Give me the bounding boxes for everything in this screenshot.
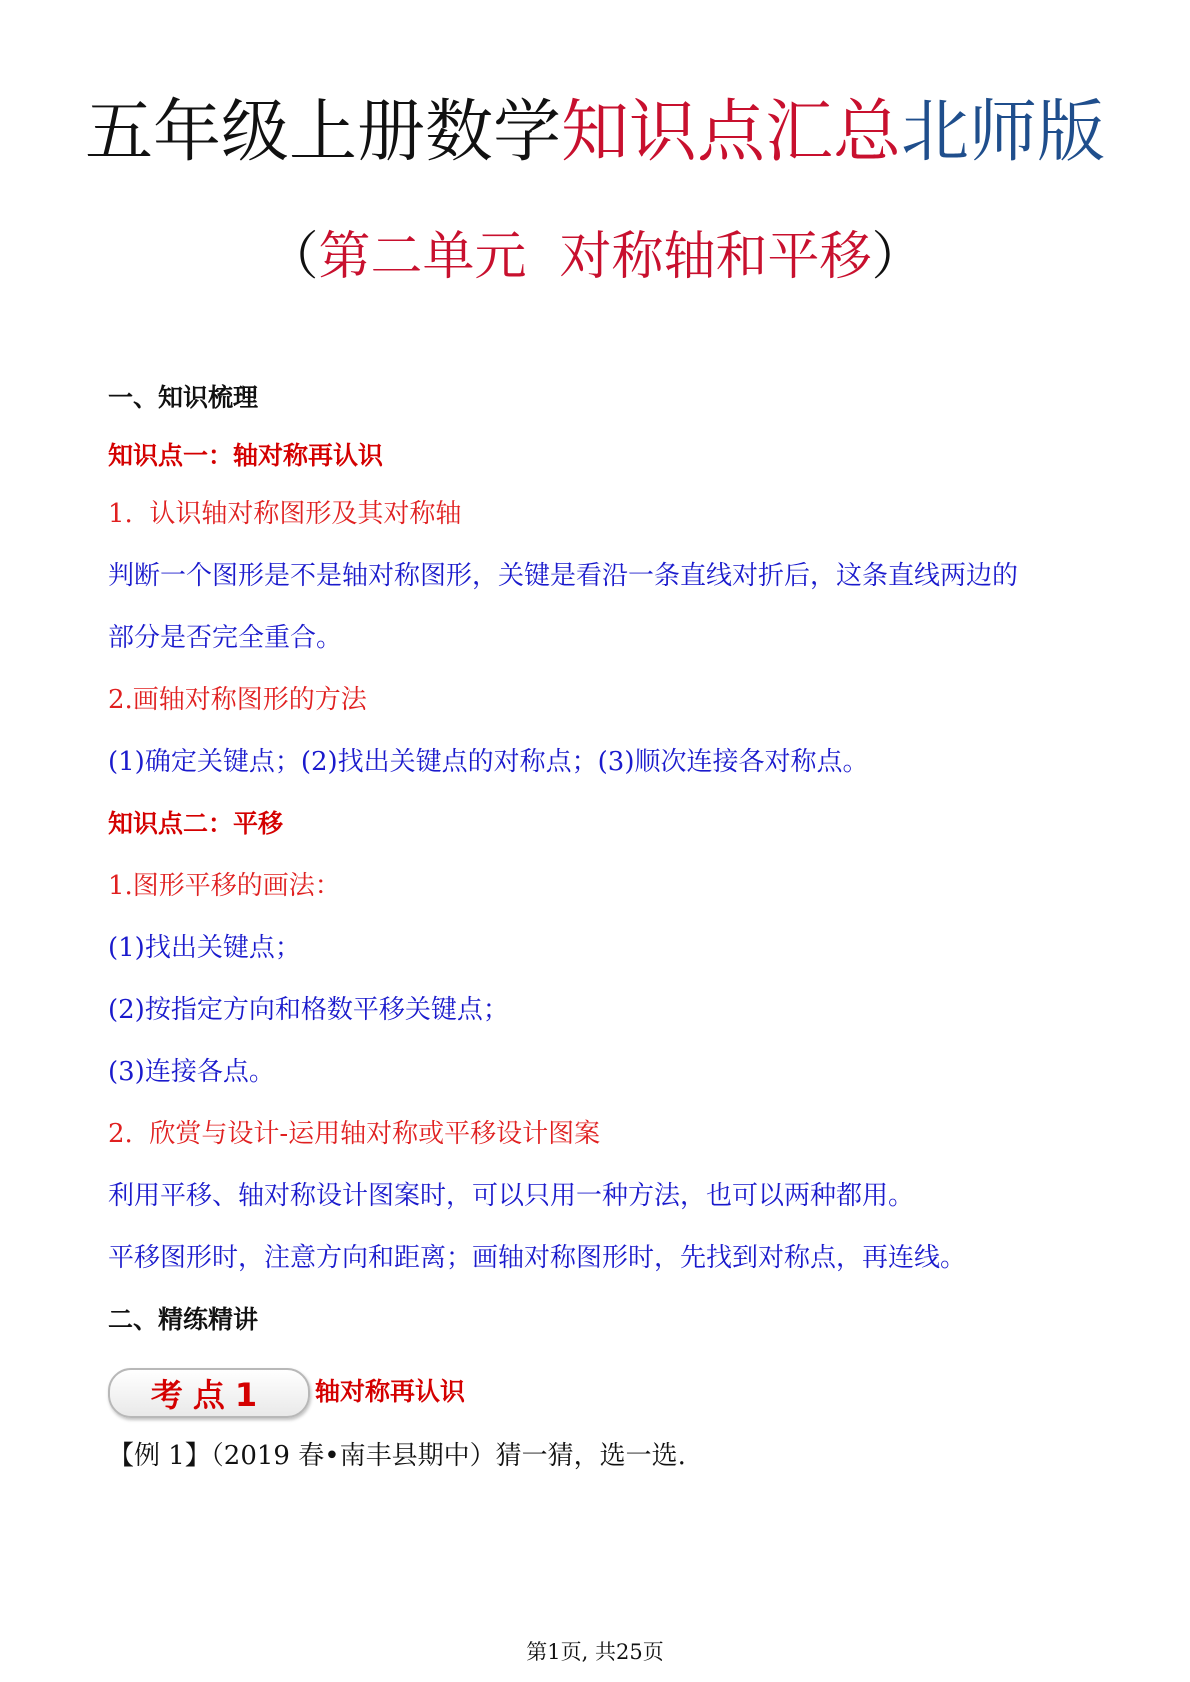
section-heading-practice: 二、精练精讲 (108, 1305, 259, 1334)
subheading-design: 2. 欣赏与设计-运用轴对称或平移设计图案 (108, 1119, 601, 1149)
page-footer: 第1页, 共25页 (526, 1640, 664, 1664)
subtitle-open-paren: （ (266, 227, 319, 287)
paragraph-line: (2)按指定方向和格数平移关键点； (108, 995, 509, 1025)
paragraph-line: 判断一个图形是不是轴对称图形，关键是看沿一条直线对折后，这条直线两边的 (108, 561, 1019, 591)
section-heading-knowledge: 一、知识梳理 (108, 383, 259, 412)
paragraph-line: (1)确定关键点；(2)找出关键点的对称点；(3)顺次连接各对称点。 (108, 747, 869, 777)
knowledge-point-2-heading: 知识点二：平移 (108, 809, 284, 838)
exam-point-badge-label: 考点1 (150, 1376, 268, 1414)
subheading-translation-method: 1.图形平移的画法： (108, 871, 341, 901)
title-part-edition: 北师版 (901, 93, 1106, 172)
exam-point-badge (108, 1368, 310, 1418)
title-part-grade: 五年级上册数学 (84, 93, 561, 172)
document-title (0, 88, 1190, 178)
paragraph-line: (1)找出关键点； (108, 933, 301, 963)
paragraph-line: 平移图形时，注意方向和距离；画轴对称图形时，先找到对称点，再连线。 (108, 1243, 967, 1273)
exam-point-title: 轴对称再认识 (315, 1377, 466, 1406)
subheading-draw-method: 2.画轴对称图形的方法 (108, 685, 367, 715)
subheading-recognize-symmetry: 1. 认识轴对称图形及其对称轴 (108, 499, 462, 529)
paragraph-line: 部分是否完全重合。 (108, 623, 343, 653)
subtitle-text: 第二单元 对称轴和平移 (318, 227, 872, 287)
paragraph-line: (3)连接各点。 (108, 1057, 275, 1087)
document-subtitle (0, 222, 1190, 292)
example-1-text: 【例 1】（2019 春•南丰县期中）猜一猜，选一选. (108, 1441, 686, 1471)
paragraph-line: 利用平移、轴对称设计图案时，可以只用一种方法，也可以两种都用。 (108, 1181, 915, 1211)
subtitle-close-paren: ） (871, 227, 924, 287)
title-part-summary: 知识点汇总 (560, 93, 901, 172)
knowledge-point-1-heading: 知识点一：轴对称再认识 (108, 441, 384, 470)
